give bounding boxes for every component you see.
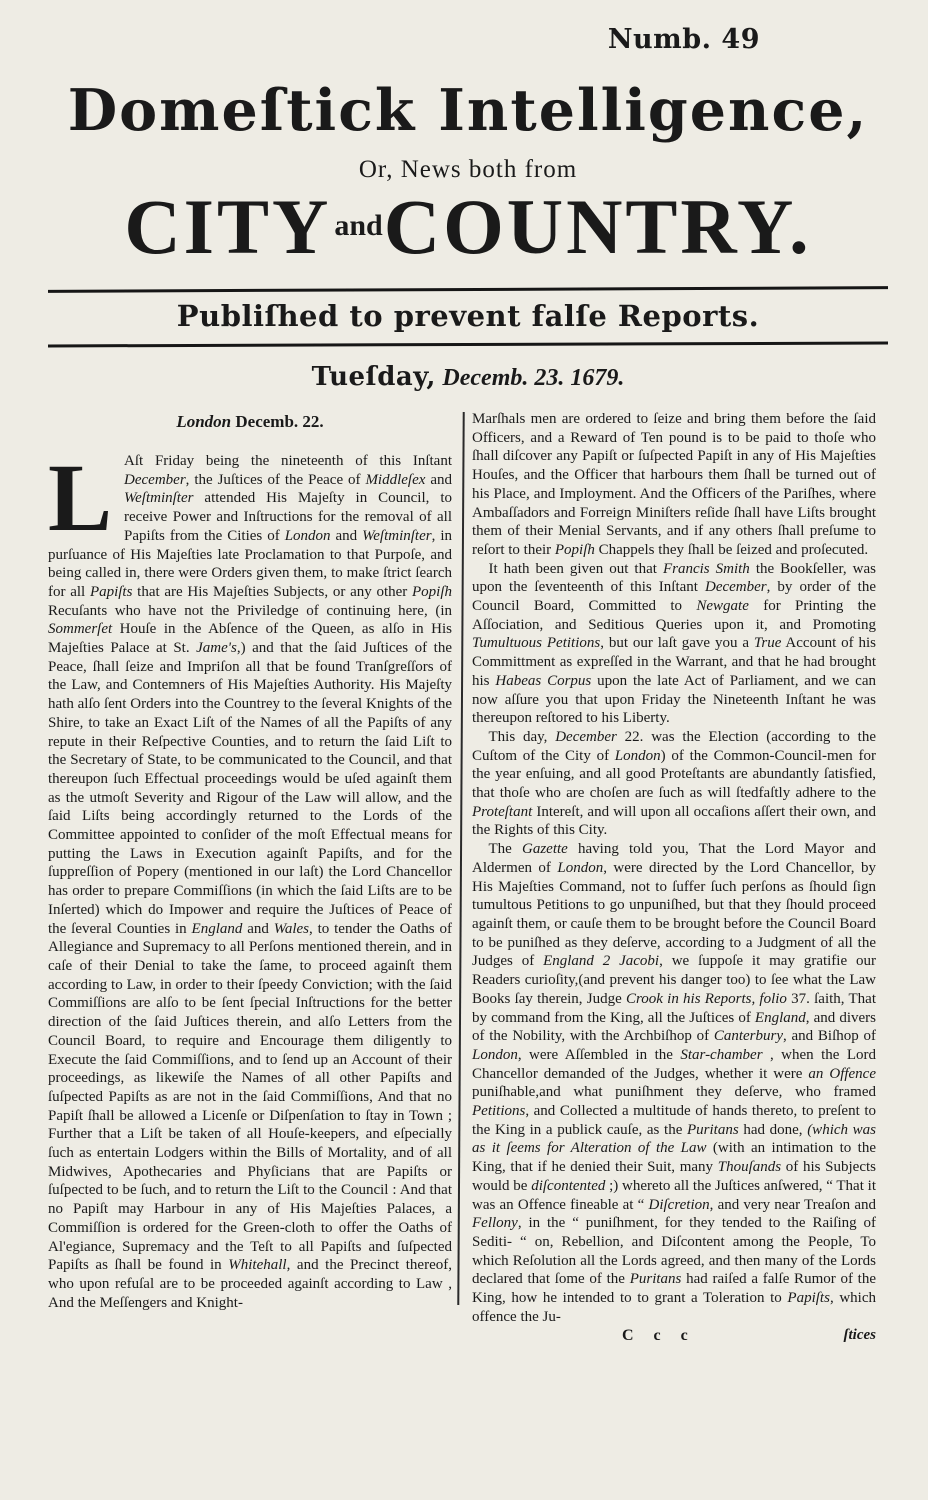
column-divider-rule [457,412,464,1305]
paragraph: It hath been given out that Francis Smith the Bookſeller, was upon the ſeventeenth of this Inſtant December, by order of the Council Board, Committed to Newgate for Printing the Aſſociation, and Seditious Queries upon it, and Promoting Tumultuous Petitions, but our laſt gave you a True Account of his Committment as expreſſed in the Warrant, and that he had brought his Habeas Corpus upon the late Act of Parliament, and we can now aſſure you that upon Friday the Nineteenth Inſtant he was thereupon reſtored to his Liberty. [472,560,877,727]
right-column-text [472,410,876,1326]
main-title-city: CITY [124,183,332,270]
column-dateline: London Decemb. 22. [176,412,324,431]
press-signature: C c c [622,1327,696,1345]
issue-day: Tueſday, [311,362,436,392]
left-column-text [48,444,452,1312]
drop-cap: L [48,444,113,551]
masthead-title: Domeſtick Intelligence, [67,77,869,144]
left-column [48,410,452,1345]
issue-date-line [48,362,888,392]
footer-row [472,1327,876,1345]
paragraph: L Aſt Friday being the nineteenth of this Inſtant December, the Juſtices of the Peace of Middleſex and Weſtminſter attended His Majeſty in Council, to receive Power and Inſtructions for the removal of all Papiſts from the Cities of London and Weſtminſter, in purſuance of His Majeſties late Proclamation to that Purpoſe, and being called in, there were Orders given them, to make ſtrict ſearch for all Papiſts that are His Majeſties Subjects, or any other Popiſh Recuſants who have not the Priviledge of continuing here, (in Sommerſet Houſe in the Abſence of the Queen, as alſo in His Majeſties Palace at St. Jame's,) and that the ſaid Juſtices of the Peace, ſhall ſeize and Impriſon all that be found Tranſgreſſors of the Law, and Contemners of His Majeſties Authority. His Majeſty hath alſo ſent Orders into the Countrey to the ſeveral Knights of the Shire, to take an Exact Liſt of the Names of all the Papiſts of any repute in their Reſpective Counties, and to return the ſaid Liſt to the Secretary of State, to be communicated to the Council, and that thereupon ſuch Effectual proceedings would be uſed againſt them as the utmoſt Severity and Rigour of the Law will allow, and the ſaid Liſts being accordingly returned to the Lords of the Committee appointed to conſider of the moſt Effectual means for putting the Laws in Execution againſt Papiſts, and for the ſuppreſſion of Popery (mentioned in our laſt) the Lord Chancellor has order to prepare Commiſſions (in which the ſaid Liſts are to be Inſerted) which do Impower and require the Juſtices of Peace of the ſeveral Counties in England and Wales, to tender the Oaths of Allegiance and Supremacy to all Perſons mentioned therein, and in caſe of their Denial to take the ſame, to proceed againſt them according to Law, in order to their ſpeedy Conviction; with the ſaid Commiſſions are alſo to be ſent ſpecial Inſtructions for the better direction of the ſaid Juſtices therein, and alſo Letters from the Council Board, to require and Encourage them diligently to Execute the ſaid Commiſſions, and to ſend up an Account of their proceedings, as likewiſe the Names of all other Papiſts and ſuſpected Papiſts as are not in the ſaid Commiſſions, And that no Papiſt ſhall be allowed a Licenſe or Diſpenſation to ſtay in Town ; Further that a Liſt be taken of all Houſe-keepers, and eſpecially ſuch as entertain Lodgers within the Bills of Mortality, and of all Midwives, Apothecaries and Phyſicians that are Papiſts or ſuſpected to be ſuch, and to return the Liſt to the Council : And that no Papiſt may Harbour in any of His Majeſties Palaces, a Commiſſion is ordered for the Green-cloth to offer the Oaths of Al'egiance, Supremacy and the Teſt to all Papiſts and ſuſpected Papiſts as ſhall be found in Whitehall, and the Precinct thereof, who upon refuſal are to be proceeded againſt according to Law , And the Meſſengers and Knight- [48,444,452,1311]
masthead-main-title [48,183,888,270]
body-columns [48,410,888,1345]
main-title-and: and [334,209,383,242]
masthead-subtitle: Or, News both from [358,156,578,183]
paragraph: The Gazette having told you, That the Lord Mayor and Aldermen of London, were directed by the Lord Chancellor, by His Majeſties Command, not to ſuffer ſuch perſons as ſhould ſign tumultous Petitions to go unpuniſhed, but that they ſhould proceed againſt them, or cauſe them to be brought before the Council Board to be puniſhed as they deſerve, according to a Judgment of all the Judges of England 2 Jacobi, we ſuppoſe it may gratifie our Readers curioſity,(and prevent his danger too) to ſee what the Law Books ſay therein, Judge Crook in his Reports, folio 37. ſaith, That by command from the King, all the Juſtices of England, and divers of the Nobility, with the Archbiſhop of Canterbury, and Biſhop of London, were Aſſembled in the Star-chamber , when the Lord Chancellor demanded of the Judges, whether it were an Offence puniſhable,and what puniſhment they deſerve, who framed Petitions, and Collected a multitude of hands thereto, to preſent to the King in a publick cauſe, as the Puritans had done, (which was as it ſeems for Alteration of the Law (with an intimation to the King, that if he denied their Suit, many Thouſands of his Subjects would be diſcontented ;) whereto all the Juſtices anſwered, “ That it was an Offence fineable at “ Diſcretion, and very near Treaſon and Fellony, in the “ puniſhment, for they tended to the Raiſing of Sediti- “ on, Rebellion, and Diſcontent among the People, To which Reſolution all the Lords agreed, and then many of the Lords declared that ſome of the Puritans had raiſed a falſe Rumor of the King, how he intended to to grant a Toleration to Papiſts, which offence the Ju- [472,841,877,1325]
paragraph: This day, December 22. was the Election (according to the Cuſtom of the City of London) of the Common-Council-men for the year enſuing, and all good Proteſtants are abundantly ſatisfied, that thoſe who are choſen are ſuch as will ſtedfaſtly adhere to the Proteſtant Intereſt, and will upon all occaſions aſſert their own, and the Rights of this City. [472,728,876,839]
main-title-country: COUNTRY. [383,183,812,270]
catchword: ſtices [843,1327,876,1344]
paragraph: Marſhals men are ordered to ſeize and bring them before the ſaid Officers, and a Reward of Ten pound is to be paid to thoſe who ſhall diſcover any Papiſt or ſuſpected Papiſt in any of His Majeſties Houſes, and the Officer that harbours them ſhall be turned out of his Place, and Imployment. And the Officers of the Pariſhes, where Ambaſſadors and Forreign Miniſters reſide ſhall have Liſts brought them of their Menial Servants, and if any others ſhall preſume to reſort to their Popiſh Chappels they ſhall be ſeized and proſecuted. [472,411,876,558]
right-column [472,410,876,1345]
horizontal-rule-top [48,286,888,293]
horizontal-rule-mid [48,342,888,348]
issue-date: Decemb. 23. 1679. [442,365,625,391]
motto-line: Publiſhed to prevent falſe Reports. [176,299,760,333]
issue-number: Numb. 49 [607,24,760,55]
